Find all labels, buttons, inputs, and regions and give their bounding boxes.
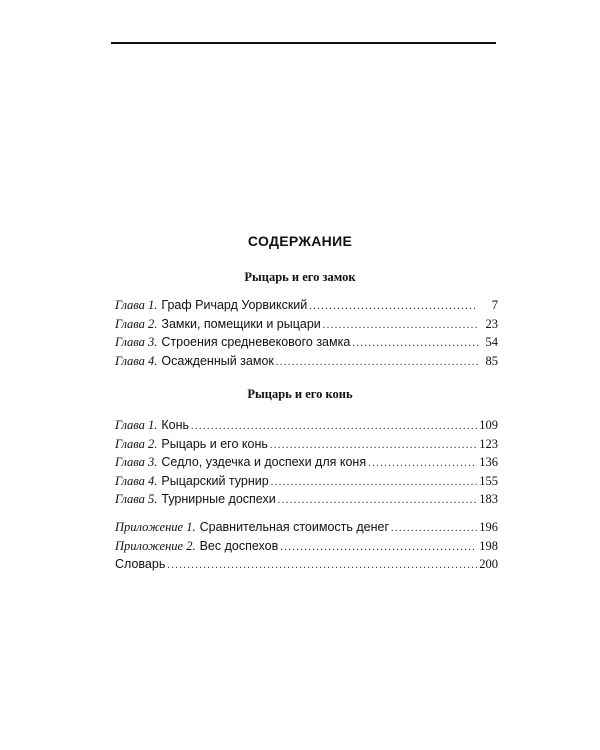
chapter-label: Глава 4.	[115, 473, 158, 488]
toc-entry	[115, 539, 498, 558]
dot-leader	[270, 440, 477, 451]
top-rule	[111, 42, 496, 44]
dot-leader	[271, 477, 478, 488]
chapter-title: Турнирные доспехи	[161, 492, 276, 506]
page-number: 85	[485, 353, 498, 368]
toc-entry	[115, 455, 498, 474]
appendix-label: Приложение 2.	[115, 538, 196, 553]
dot-leader	[278, 495, 478, 506]
chapter-label: Глава 4.	[115, 353, 158, 368]
chapter-label: Глава 3.	[115, 335, 158, 349]
page-number: 196	[479, 520, 498, 534]
page-number: 109	[479, 418, 498, 432]
chapter-title: Седло, уздечка и доспехи для коня	[161, 455, 367, 469]
toc-entry	[115, 354, 498, 373]
toc-entry	[115, 492, 498, 511]
dot-leader	[391, 523, 477, 534]
chapter-title: Строения средневекового замка	[161, 335, 351, 349]
toc-entry	[115, 317, 498, 336]
toc-entry	[115, 557, 498, 576]
part-title: Рыцарь и его конь	[247, 387, 353, 401]
chapter-title: Рыцарский турнир	[161, 473, 269, 488]
toc-section-horse	[115, 418, 498, 511]
chapter-title: Осажденный замок	[161, 353, 274, 368]
toc-entry	[115, 298, 498, 317]
chapter-title: Граф Ричард Уорвикский	[161, 298, 308, 312]
page-number: 123	[479, 436, 498, 451]
chapter-title: Конь	[161, 418, 190, 432]
toc-entry	[115, 474, 498, 493]
toc-title: СОДЕРЖАНИЕ	[247, 233, 353, 249]
chapter-label: Глава 5.	[115, 492, 158, 506]
appendix-title: Вес доспехов	[199, 538, 279, 553]
dot-leader	[368, 458, 477, 469]
chapter-label: Глава 3.	[115, 455, 158, 469]
page-number: 54	[485, 335, 498, 349]
toc-entry	[115, 335, 498, 354]
toc-section-appendices	[115, 520, 498, 576]
chapter-label: Глава 1.	[115, 418, 158, 432]
page-number: 198	[479, 538, 498, 553]
chapter-label: Глава 2.	[115, 316, 158, 331]
dot-leader	[309, 301, 478, 312]
appendix-label: Приложение 1.	[115, 520, 196, 534]
chapter-title: Замки, помещики и рыцари	[161, 316, 321, 331]
part-title: Рыцарь и его замок	[244, 270, 356, 284]
chapter-title: Рыцарь и его конь	[161, 436, 268, 451]
toc-section-castle	[115, 298, 498, 372]
appendix-title: Сравнительная стоимость денег	[199, 520, 390, 534]
toc-entry	[115, 437, 498, 456]
toc-entry	[115, 520, 498, 539]
chapter-label: Глава 2.	[115, 436, 158, 451]
page-number: 23	[485, 316, 498, 331]
page-number: 136	[479, 455, 498, 469]
dot-leader	[323, 320, 478, 331]
page-number: 7	[491, 298, 498, 312]
toc-entry	[115, 418, 498, 437]
dot-leader	[352, 338, 478, 349]
page-number: 155	[479, 473, 498, 488]
page-number: 183	[479, 492, 498, 506]
dot-leader	[276, 357, 478, 368]
glossary-title: Словарь	[115, 557, 166, 571]
page-number: 200	[479, 557, 498, 571]
dot-leader	[167, 560, 477, 571]
dot-leader	[280, 542, 477, 553]
dot-leader	[191, 421, 477, 432]
chapter-label: Глава 1.	[115, 298, 158, 312]
